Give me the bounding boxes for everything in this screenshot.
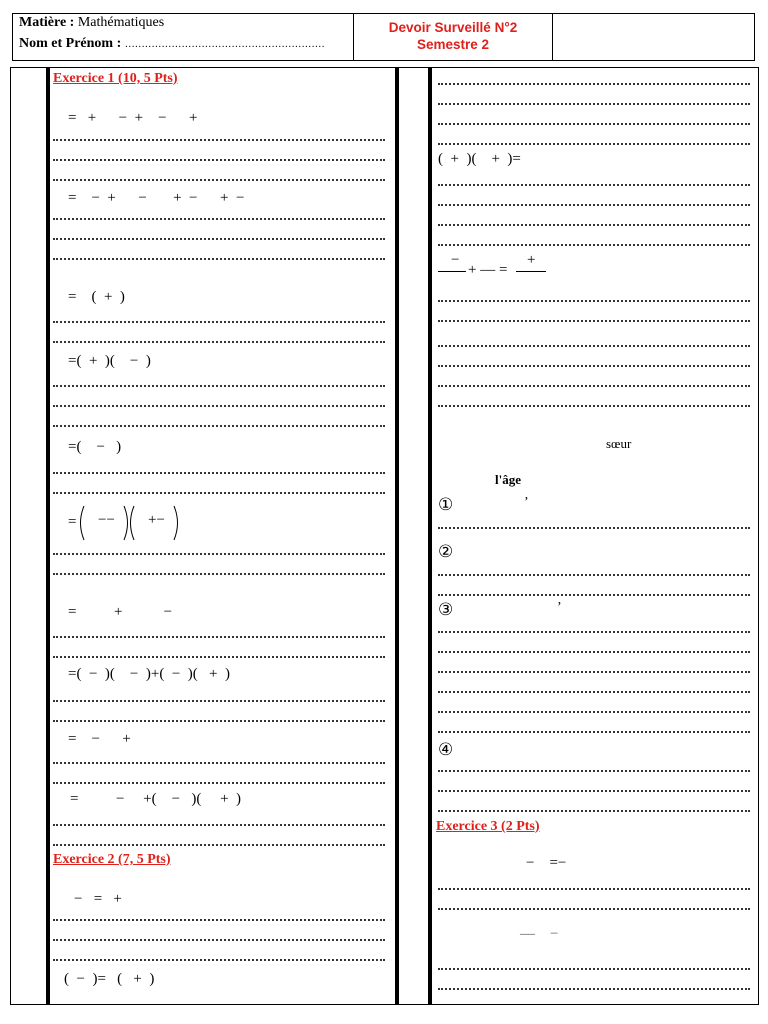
factor-1-text: −− <box>98 512 115 528</box>
answer-line[interactable] <box>53 488 385 494</box>
question-2-marker: ② <box>438 542 454 561</box>
soeur-word: sœur <box>606 436 632 451</box>
answer-line[interactable] <box>53 234 385 240</box>
answer-line[interactable] <box>53 632 385 638</box>
equation-line: =( + )( − ) <box>68 353 151 369</box>
answer-line[interactable] <box>438 627 750 633</box>
answer-line[interactable] <box>438 727 750 733</box>
equation-line: = + − + − + <box>68 110 198 126</box>
answer-line[interactable] <box>53 778 385 784</box>
answer-line[interactable] <box>53 915 385 921</box>
subject-row <box>19 15 164 31</box>
answer-line[interactable] <box>53 955 385 961</box>
answer-line[interactable] <box>438 381 750 387</box>
answer-line[interactable] <box>53 468 385 474</box>
answer-line[interactable] <box>53 254 385 260</box>
answer-line[interactable] <box>53 758 385 764</box>
question-4-marker: ④ <box>438 740 454 759</box>
exercise-2-title: Exercice 2 (7, 5 Pts) <box>53 852 171 867</box>
factored-expression <box>76 504 186 542</box>
answer-line[interactable] <box>53 155 385 161</box>
fraction-operators: + — = <box>468 262 508 278</box>
answer-line[interactable] <box>438 523 750 529</box>
name-row <box>19 36 325 52</box>
answer-line[interactable] <box>438 361 750 367</box>
equation-line: — − <box>520 926 559 942</box>
answer-line[interactable] <box>53 421 385 427</box>
equation-line: ( − )= ( + ) <box>64 971 155 987</box>
center-divider-right-2 <box>430 68 432 1004</box>
factor-2-text: +− <box>148 512 165 528</box>
answer-line[interactable] <box>438 570 750 576</box>
answer-line[interactable] <box>438 401 750 407</box>
answer-line[interactable] <box>53 840 385 846</box>
answer-line[interactable] <box>438 687 750 693</box>
equation-line: − =− <box>526 855 567 871</box>
header-table <box>12 13 755 61</box>
exercise-3-title: Exercice 3 (2 Pts) <box>436 819 540 834</box>
answer-line[interactable] <box>438 964 750 970</box>
answer-line[interactable] <box>438 884 750 890</box>
answer-line[interactable] <box>438 200 750 206</box>
answer-line[interactable] <box>53 716 385 722</box>
answer-line[interactable] <box>53 135 385 141</box>
answer-line[interactable] <box>438 119 750 125</box>
answer-line[interactable] <box>53 214 385 220</box>
equation-line: =( − ) <box>68 439 122 455</box>
answer-line[interactable] <box>438 341 750 347</box>
left-margin-divider-2 <box>48 68 50 1004</box>
grade-cell <box>554 14 754 60</box>
age-word: l'âge <box>495 472 521 487</box>
exam-info-cell <box>354 14 553 60</box>
center-divider-left-2 <box>397 68 399 1004</box>
fraction-numerator-3: + <box>527 252 536 268</box>
answer-line[interactable] <box>53 317 385 323</box>
answer-line[interactable] <box>53 381 385 387</box>
answer-line[interactable] <box>53 652 385 658</box>
answer-line[interactable] <box>438 590 750 596</box>
question-1-marker: ① <box>438 495 454 514</box>
fraction-bar <box>516 271 546 272</box>
semester-label: Semestre 2 <box>416 37 490 52</box>
exam-title: Devoir Surveillé N°2 <box>388 20 518 35</box>
name-fill-line[interactable]: …………………………………………………… <box>124 39 325 50</box>
student-info-cell <box>13 14 354 60</box>
answer-line[interactable] <box>53 935 385 941</box>
subject-value: Mathématiques <box>77 15 165 30</box>
subject-label: Matière : <box>19 15 75 30</box>
answer-line[interactable] <box>438 316 750 322</box>
answer-line[interactable] <box>53 549 385 555</box>
apostrophe-mark: ’ <box>557 600 562 615</box>
answer-line[interactable] <box>53 820 385 826</box>
answer-line[interactable] <box>438 806 750 812</box>
question-3-marker: ③ <box>438 600 454 619</box>
answer-line[interactable] <box>438 984 750 990</box>
fraction-bar <box>438 271 466 272</box>
exercise-1-title: Exercice 1 (10, 5 Pts) <box>53 71 178 86</box>
answer-line[interactable] <box>438 99 750 105</box>
answer-line[interactable] <box>53 569 385 575</box>
answer-line[interactable] <box>438 766 750 772</box>
answer-line[interactable] <box>53 696 385 702</box>
answer-line[interactable] <box>438 707 750 713</box>
answer-line[interactable] <box>438 667 750 673</box>
equation-line: = − + − + − + − <box>68 190 245 206</box>
answer-line[interactable] <box>438 296 750 302</box>
equation-line: = − +( − )( + ) <box>70 791 242 807</box>
equation-line: = + − <box>68 604 173 620</box>
answer-line[interactable] <box>438 786 750 792</box>
answer-line[interactable] <box>438 240 750 246</box>
fraction-numerator-1: − <box>451 252 460 268</box>
answer-line[interactable] <box>438 79 750 85</box>
answer-line[interactable] <box>438 904 750 910</box>
answer-line[interactable] <box>438 647 750 653</box>
equation-line: = ( + ) <box>68 289 125 305</box>
apostrophe-mark: ’ <box>524 495 529 510</box>
equation-line: = <box>68 514 77 530</box>
answer-line[interactable] <box>438 139 750 145</box>
name-label: Nom et Prénom : <box>19 36 122 51</box>
answer-line[interactable] <box>53 401 385 407</box>
equation-line: = − + <box>68 731 131 747</box>
equation-line: =( − )( − )+( − )( + ) <box>68 666 230 682</box>
answer-line[interactable] <box>53 175 385 181</box>
answer-line[interactable] <box>438 180 750 186</box>
answer-line[interactable] <box>53 337 385 343</box>
equation-line: ( + )( + )= <box>438 151 521 167</box>
answer-line[interactable] <box>438 220 750 226</box>
equation-line: − = + <box>74 891 122 907</box>
